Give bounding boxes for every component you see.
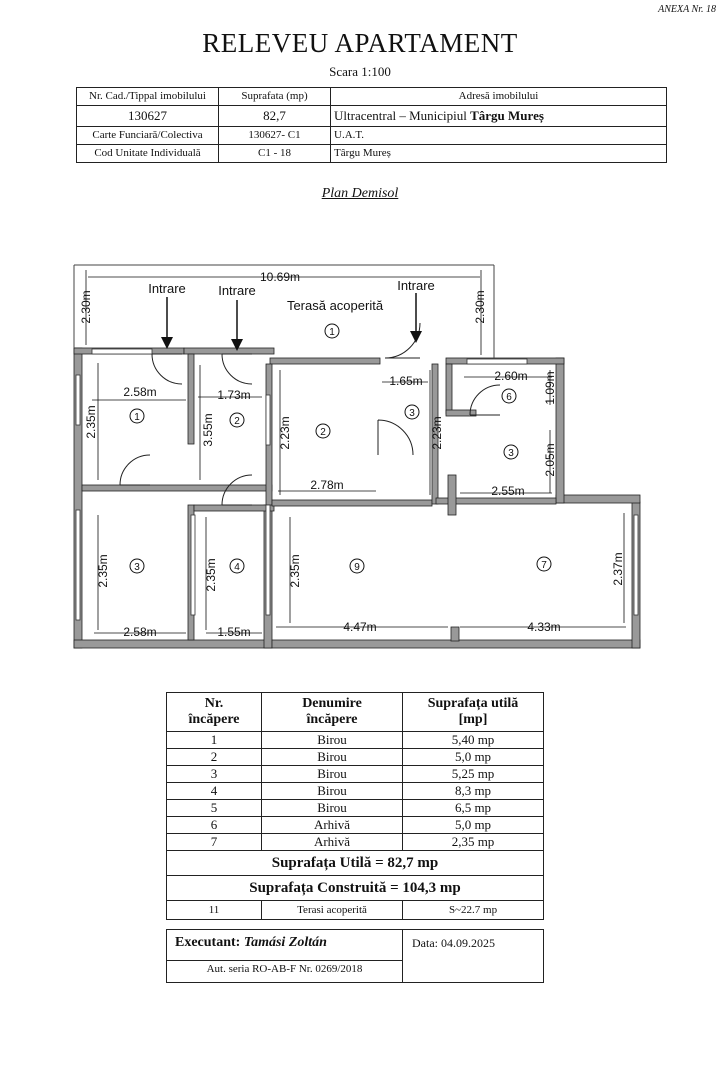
room-no-c: 2 — [320, 427, 326, 438]
room-no-a: 1 — [134, 412, 140, 423]
dim-r7-w: 4.33m — [527, 620, 561, 634]
dim-r4-h: 2.35m — [204, 558, 218, 592]
row-nr: 5 — [167, 800, 262, 817]
dim-r6-h: 1.09m — [543, 371, 557, 405]
terrace-nr: 11 — [167, 901, 262, 920]
row-area: 2,35 mp — [403, 834, 544, 851]
address-city: Târgu Mureș — [470, 108, 544, 123]
room-no-i: 9 — [354, 562, 360, 573]
rooms-col-nr-1: Nr. — [204, 696, 224, 711]
dim-hall-w: 1.65m — [389, 374, 423, 388]
dim-r1-h: 2.35m — [84, 405, 98, 439]
row-name: Birou — [262, 732, 403, 749]
row-nr: 2 — [167, 749, 262, 766]
table-row — [167, 732, 544, 749]
row-area: 6,5 mp — [403, 800, 544, 817]
terrace-label: Terasă acoperită — [286, 298, 384, 313]
row-nr: 3 — [167, 766, 262, 783]
rooms-col-nr-2: încăpere — [188, 712, 240, 727]
authorization: Aut. seria RO-AB-F Nr. 0269/2018 — [167, 960, 402, 980]
rooms-col-nr — [167, 693, 262, 732]
executant-cell — [167, 930, 403, 982]
document-date: Data: 04.09.2025 — [412, 936, 495, 950]
row-nr: 4 — [167, 783, 262, 800]
room-no-h: 4 — [234, 562, 240, 573]
property-header-table — [76, 87, 667, 163]
dim-terrace-right: 2.30m — [473, 290, 487, 324]
row-area: 5,40 mp — [403, 732, 544, 749]
page-title: RELEVEU APARTAMENT — [202, 28, 518, 58]
wall-east-top — [556, 495, 640, 503]
table-row — [167, 800, 544, 817]
cf-value: 130627- C1 — [219, 127, 331, 145]
rooms-col-name-2: încăpere — [306, 712, 358, 727]
dim-r4-w: 1.55m — [217, 625, 251, 639]
row-area: 5,25 mp — [403, 766, 544, 783]
col-addr-header: Adresă imobilului — [331, 88, 667, 106]
wall-int-8 — [446, 364, 452, 414]
row-area: 5,0 mp — [403, 817, 544, 834]
row-name: Arhivă — [262, 817, 403, 834]
col-cad-header: Nr. Cad./Tippal imobilului — [77, 88, 219, 106]
uat-label: U.A.T. — [331, 127, 667, 145]
cui-label: Cod Unitate Individuală — [77, 145, 219, 163]
executant-label: Executant: — [175, 935, 244, 950]
room-no-terrace: 1 — [329, 327, 335, 338]
row-nr: 7 — [167, 834, 262, 851]
row-nr: 1 — [167, 732, 262, 749]
dim-rb-h: 2.35m — [96, 554, 110, 588]
dim-terrace-left: 2.30m — [79, 290, 93, 324]
dim-total-width: 10.69m — [259, 270, 301, 284]
plan-title: Plan Demisol — [321, 186, 399, 201]
wall-east-upper — [556, 358, 564, 503]
executant-box — [166, 929, 544, 983]
address-prefix: Ultracentral – Municipiul — [334, 108, 471, 123]
table-row — [167, 834, 544, 851]
floor-plan — [0, 255, 720, 655]
col-area-header: Suprafata (mp) — [219, 88, 331, 106]
dim-r6-w: 2.60m — [494, 369, 528, 383]
dim-r3-h: 2.23m — [278, 416, 292, 450]
room-no-f: 3 — [508, 448, 514, 459]
dim-r7-h: 2.37m — [611, 552, 625, 586]
total-built-area: Suprafața Construită = 104,3 mp — [167, 876, 544, 901]
area-value: 82,7 — [219, 106, 331, 127]
wall-north-c — [270, 358, 380, 364]
room-no-j: 7 — [541, 560, 547, 571]
dim-r2-w: 1.73m — [217, 388, 251, 402]
rooms-col-name-1: Denumire — [302, 696, 362, 711]
room-no-g: 3 — [134, 562, 140, 573]
cui-value: C1 - 18 — [219, 145, 331, 163]
terrace-area: S~22.7 mp — [403, 901, 544, 920]
room-no-b: 2 — [234, 416, 240, 427]
dim-r5-w: 2.55m — [491, 484, 525, 498]
wall-int-2 — [82, 485, 272, 491]
row-nr: 6 — [167, 817, 262, 834]
rooms-col-name — [262, 693, 403, 732]
rooms-table — [166, 692, 544, 920]
wall-int-5 — [194, 505, 274, 511]
cf-label: Carte Funciară/Colectiva — [77, 127, 219, 145]
row-name: Birou — [262, 766, 403, 783]
dim-r2-h: 3.55m — [201, 413, 215, 447]
executant-person: Tamási Zoltán — [243, 935, 327, 950]
wall-int-6 — [272, 500, 432, 506]
row-area: 5,0 mp — [403, 749, 544, 766]
wall-int-11 — [448, 475, 456, 515]
rooms-col-area-1: Suprafața utilă — [427, 696, 519, 711]
dim-r1-w: 2.58m — [123, 385, 157, 399]
wall-int-12 — [451, 627, 459, 641]
dim-r9-h: 2.35m — [288, 554, 302, 588]
rooms-col-area-2: [mp] — [458, 712, 488, 727]
wall-south-left — [74, 640, 272, 648]
entrance-label-1: Intrare — [148, 281, 186, 296]
room-no-d: 3 — [409, 408, 415, 419]
dim-rb-w: 2.58m — [123, 625, 157, 639]
row-area: 8,3 mp — [403, 783, 544, 800]
entrance-label-3: Intrare — [397, 278, 435, 293]
executant-name — [175, 935, 327, 951]
table-row — [167, 817, 544, 834]
table-row — [167, 749, 544, 766]
table-row — [167, 783, 544, 800]
room-no-e: 6 — [506, 392, 512, 403]
annex-label: ANEXA Nr. 18 — [658, 4, 716, 15]
row-name: Birou — [262, 783, 403, 800]
dim-hall-h: 2.23m — [430, 416, 444, 450]
row-name: Arhivă — [262, 834, 403, 851]
dim-r9-w: 4.47m — [343, 620, 377, 634]
uat-value: Târgu Mureș — [331, 145, 667, 163]
wall-north-b — [184, 348, 274, 354]
table-row — [167, 766, 544, 783]
scale-label: Scara 1:100 — [329, 64, 391, 79]
dim-r5-h: 2.05m — [543, 443, 557, 477]
address-value — [331, 106, 667, 127]
row-name: Birou — [262, 800, 403, 817]
dim-r3-w: 2.78m — [310, 478, 344, 492]
terrace-name: Terasi acoperită — [262, 901, 403, 920]
cad-value: 130627 — [77, 106, 219, 127]
row-name: Birou — [262, 749, 403, 766]
wall-int-1 — [188, 354, 194, 444]
entrance-label-2: Intrare — [218, 283, 256, 298]
total-usable-area: Suprafața Utilă = 82,7 mp — [167, 851, 544, 876]
rooms-col-area — [403, 693, 544, 732]
